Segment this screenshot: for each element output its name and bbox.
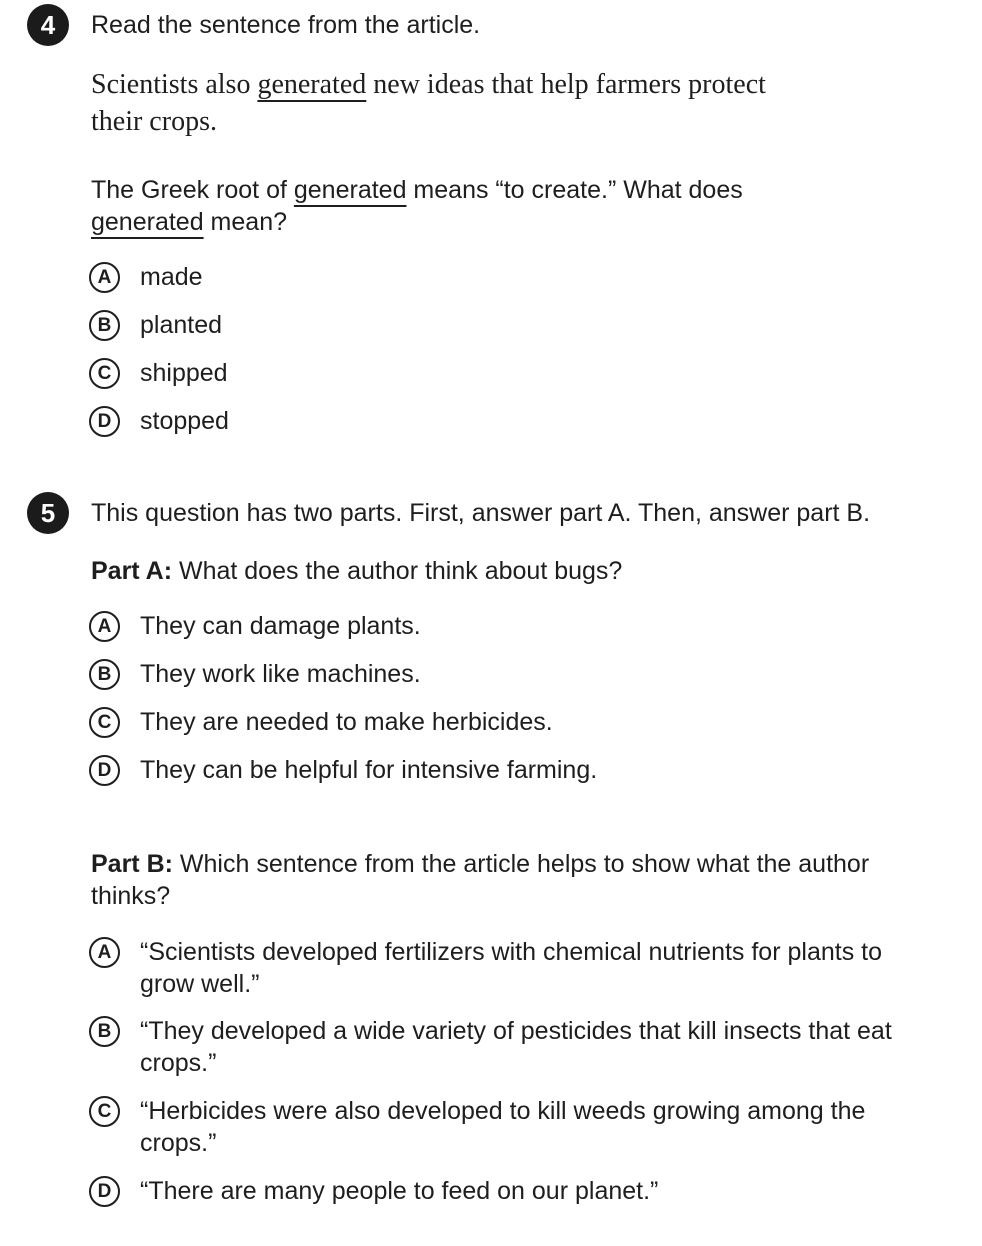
choice-text: They can be helpful for intensive farming. (140, 756, 598, 784)
choice-text: made (140, 263, 203, 291)
choice-text: They can damage plants. (140, 612, 421, 640)
part-a-choice-c[interactable] (89, 707, 553, 738)
choice-letter-bubble[interactable]: C (89, 358, 120, 389)
part-label: Part A: (91, 557, 173, 585)
part-b-choice-b[interactable] (89, 1016, 910, 1079)
prompt-text: Which sentence from the article helps to show what the author thinks? (91, 850, 870, 910)
answer-choice-d[interactable] (89, 406, 229, 437)
answer-choice-a[interactable] (89, 262, 203, 293)
part-a-question (91, 555, 851, 587)
underlined-word: generated (91, 208, 204, 236)
choice-text: “Herbicides were also developed to kill weeds growing among the crops.” (140, 1097, 866, 1157)
excerpt-text: Scientists also (91, 69, 258, 100)
article-excerpt (91, 66, 851, 140)
underlined-word: generated (293, 176, 407, 204)
choice-text: They work like machines. (140, 660, 421, 688)
prompt-text: means “to create.” What does (406, 176, 743, 204)
choice-text: “Scientists developed fertilizers with chemical nutrients for plants to grow well.” (140, 938, 882, 998)
answer-choice-c[interactable] (89, 358, 228, 389)
choice-letter-bubble[interactable]: A (89, 262, 120, 293)
choice-letter-bubble[interactable]: C (89, 1096, 120, 1127)
part-a-choice-a[interactable] (89, 611, 421, 642)
question-number-badge: 4 (27, 4, 69, 46)
part-b-choice-d[interactable] (89, 1176, 940, 1207)
prompt-text: What does the author think about bugs? (172, 557, 623, 585)
question-prompt (91, 174, 851, 238)
choice-text: planted (140, 311, 223, 339)
choice-text: “There are many people to feed on our planet.” (140, 1177, 659, 1205)
prompt-text: mean? (203, 208, 287, 236)
choice-text: shipped (140, 359, 228, 387)
prompt-text: The Greek root of (91, 176, 294, 204)
question-stem: Read the sentence from the article. (91, 11, 481, 39)
choice-text: “They developed a wide variety of pesticides that kill insects that eat crops.” (140, 1017, 892, 1077)
choice-letter-bubble[interactable]: B (89, 1016, 120, 1047)
underlined-word: generated (257, 69, 367, 100)
question-number-badge: 5 (27, 492, 69, 534)
part-label: Part B: (91, 850, 173, 878)
part-b-question (91, 848, 881, 912)
part-b-choice-c[interactable] (89, 1096, 875, 1159)
choice-letter-bubble[interactable]: A (89, 937, 120, 968)
part-b-choice-a[interactable] (89, 937, 940, 1000)
choice-letter-bubble[interactable]: D (89, 406, 120, 437)
choice-letter-bubble[interactable]: D (89, 1176, 120, 1207)
excerpt-text: their crops. (91, 106, 217, 137)
choice-letter-bubble[interactable]: D (89, 755, 120, 786)
answer-choice-b[interactable] (89, 310, 222, 341)
choice-text: They are needed to make herbicides. (140, 708, 553, 736)
part-a-choice-b[interactable] (89, 659, 421, 690)
choice-text: stopped (140, 407, 229, 435)
choice-letter-bubble[interactable]: A (89, 611, 120, 642)
part-a-choice-d[interactable] (89, 755, 597, 786)
choice-letter-bubble[interactable]: B (89, 310, 120, 341)
choice-letter-bubble[interactable]: C (89, 707, 120, 738)
choice-letter-bubble[interactable]: B (89, 659, 120, 690)
excerpt-text: new ideas that help farmers protect (366, 69, 766, 100)
question-stem: This question has two parts. First, answer part A. Then, answer part B. (91, 499, 871, 527)
